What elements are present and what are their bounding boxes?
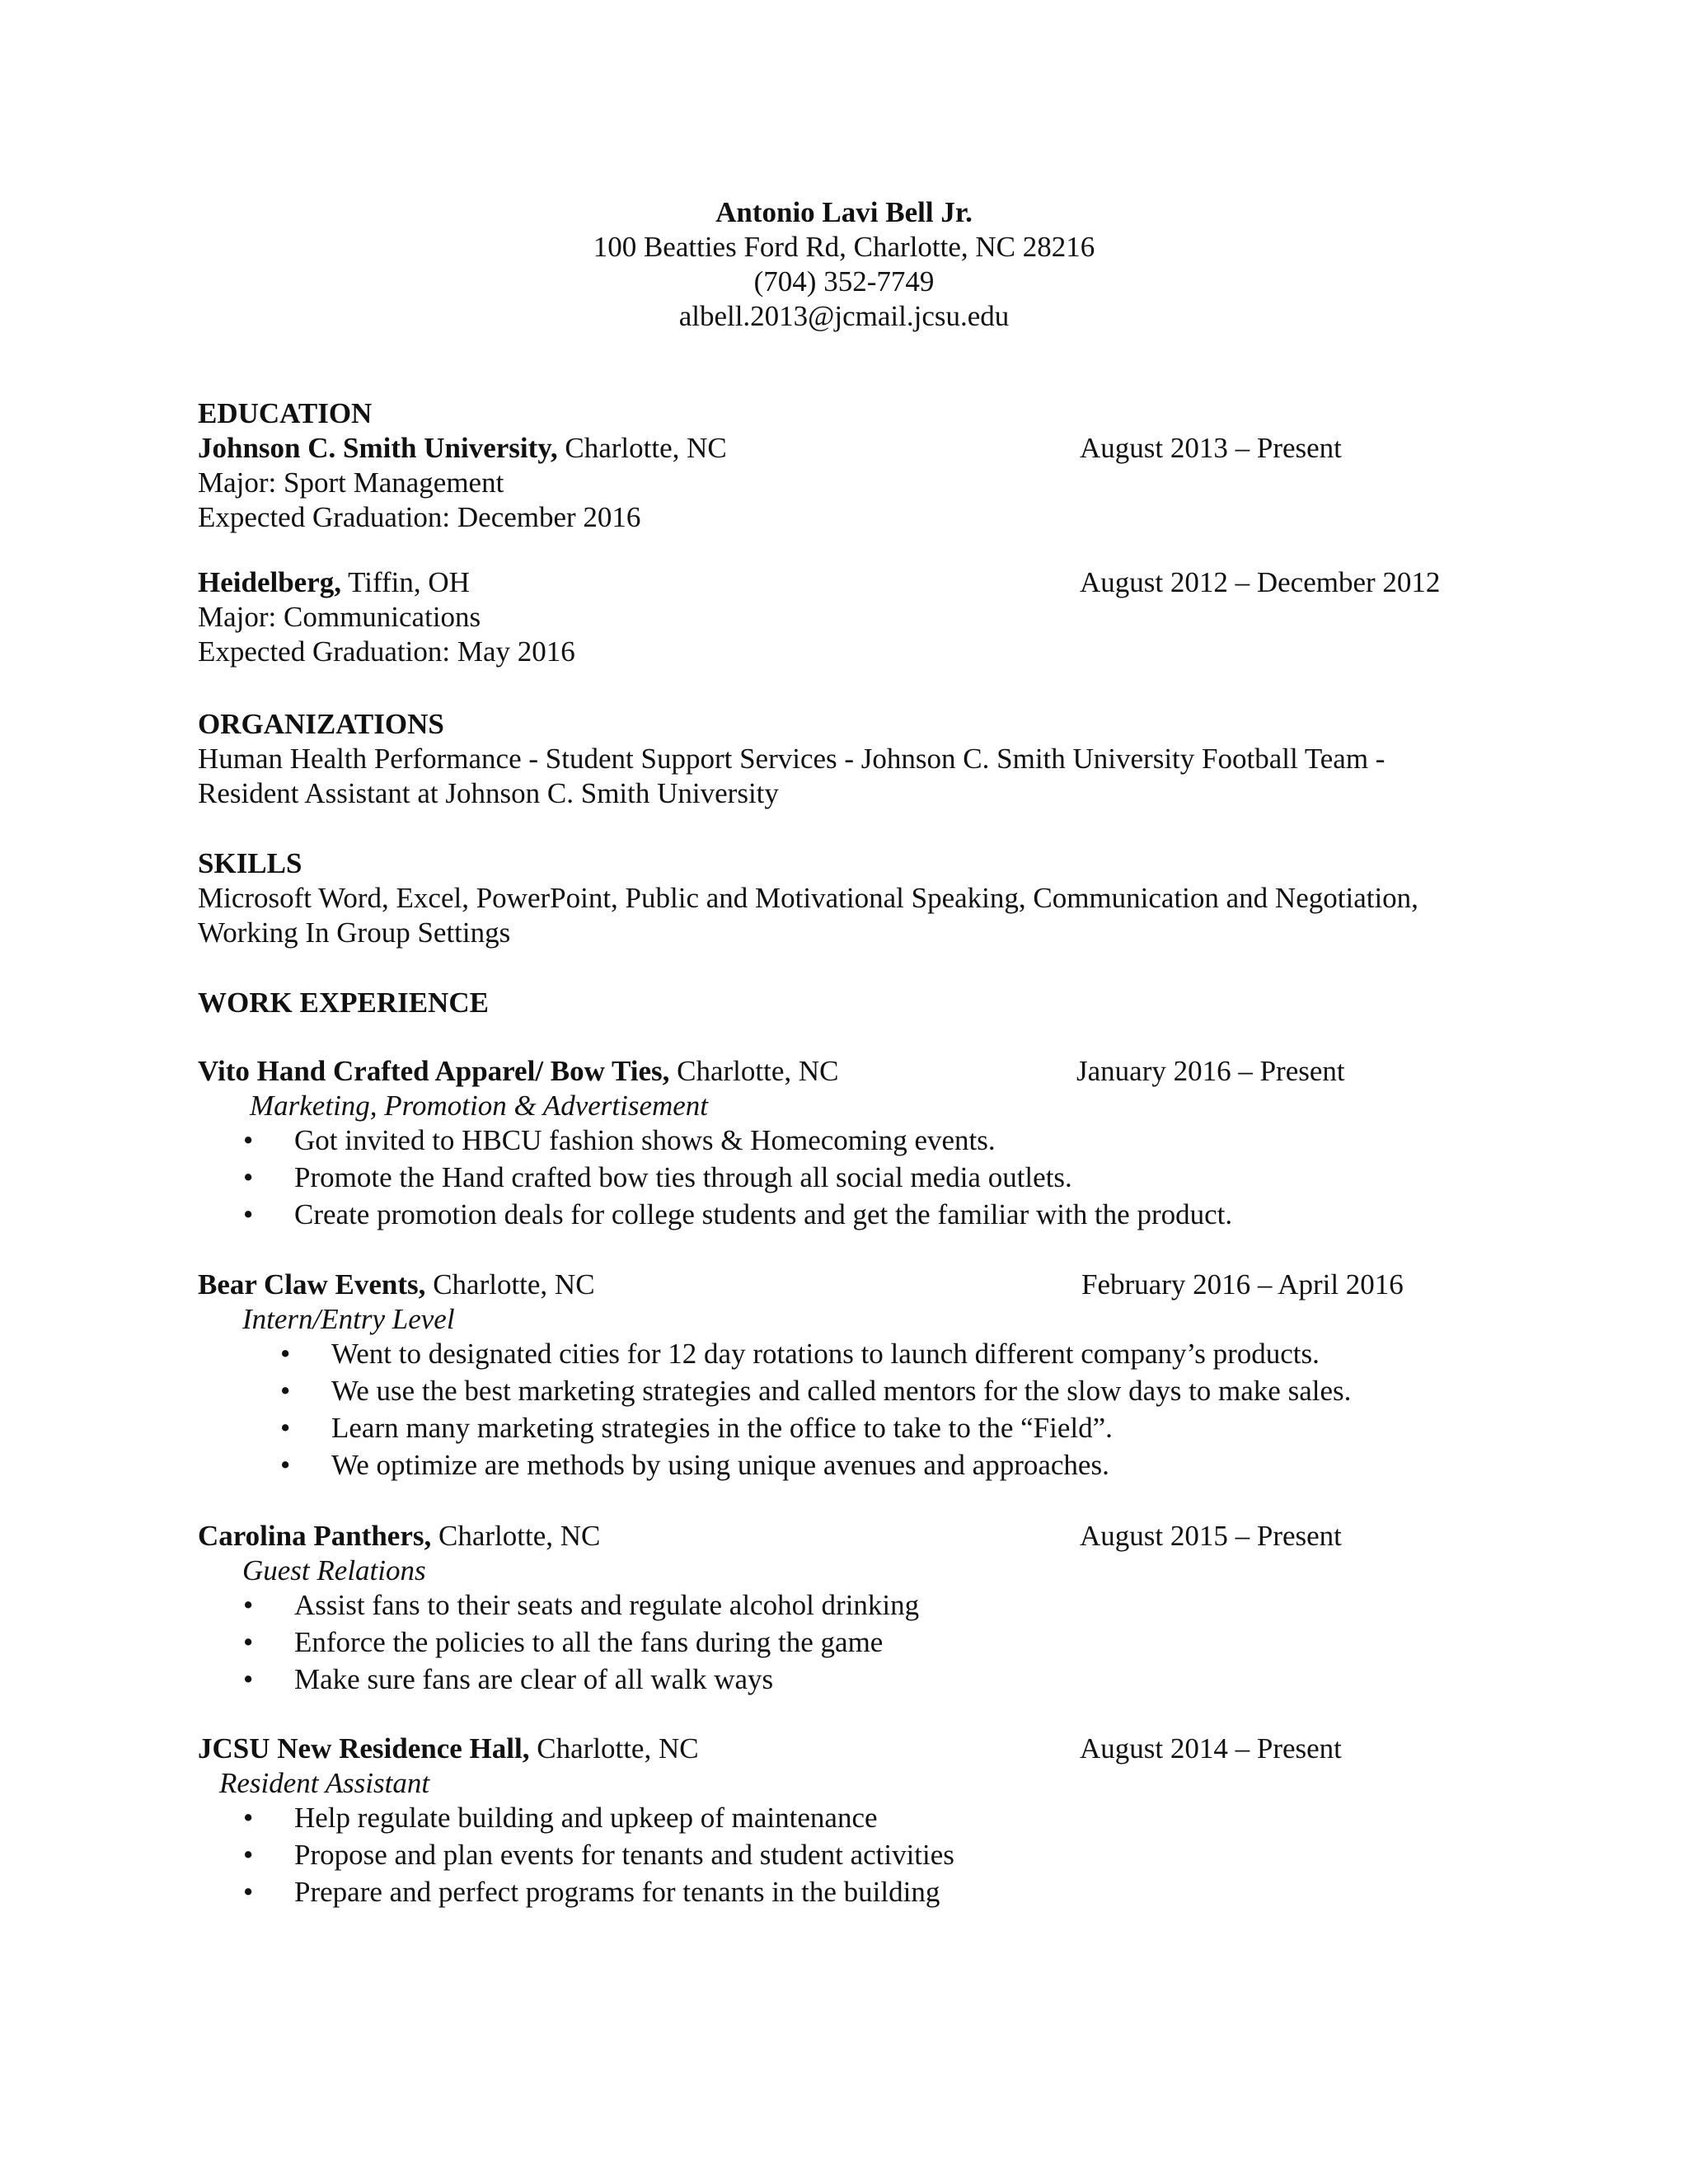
skills-line-1: Microsoft Word, Excel, PowerPoint, Public and Motivational Speaking, Communication and Negotiation, xyxy=(198,882,1418,914)
job-bullets xyxy=(198,1337,1484,1485)
address: 100 Beatties Ford Rd, Charlotte, NC 28216 xyxy=(593,231,1095,263)
job-header xyxy=(198,1519,1484,1554)
school-major: Major: Communications xyxy=(198,601,481,633)
job-bullets xyxy=(198,1588,1484,1699)
skills-line-2: Working In Group Settings xyxy=(198,916,511,949)
school-entry xyxy=(198,431,1484,466)
job-dates: August 2014 – Present xyxy=(1080,1732,1342,1765)
bullet-text: Got invited to HBCU fashion shows & Homecoming events. xyxy=(294,1124,996,1156)
school-graduation: Expected Graduation: May 2016 xyxy=(198,635,575,668)
job-header xyxy=(198,1732,1484,1766)
list-item xyxy=(198,1197,1484,1235)
bullet-icon: • xyxy=(243,1626,254,1658)
job-entry xyxy=(198,1732,1484,1912)
school-graduation: Expected Graduation: December 2016 xyxy=(198,501,641,533)
company-name: Bear Claw Events, xyxy=(198,1268,426,1301)
bullet-text: Enforce the policies to all the fans during the game xyxy=(294,1626,884,1658)
bullet-icon: • xyxy=(280,1338,291,1370)
job-role: Guest Relations xyxy=(242,1554,426,1586)
job-dates: August 2015 – Present xyxy=(1080,1520,1342,1552)
organizations-heading: ORGANIZATIONS xyxy=(198,708,444,740)
list-item xyxy=(198,1625,1484,1662)
job-bullets xyxy=(198,1801,1484,1912)
school-dates: August 2013 – Present xyxy=(1080,432,1342,464)
bullet-text: Propose and plan events for tenants and student activities xyxy=(294,1839,954,1871)
job-entry xyxy=(198,1054,1484,1235)
education-section-2 xyxy=(198,565,1484,669)
list-item xyxy=(198,1838,1484,1875)
bullet-icon: • xyxy=(243,1198,254,1230)
bullet-icon: • xyxy=(280,1449,291,1481)
school-entry xyxy=(198,565,1484,600)
applicant-name: Antonio Lavi Bell Jr. xyxy=(715,196,973,228)
job-role: Resident Assistant xyxy=(219,1767,430,1799)
list-item xyxy=(198,1411,1484,1448)
skills-section xyxy=(198,846,1484,950)
company-location: Charlotte, NC xyxy=(425,1268,595,1301)
bullet-text: Make sure fans are clear of all walk ways xyxy=(294,1663,774,1695)
email-address: albell.2013@jcmail.jcsu.edu xyxy=(678,300,1010,332)
list-item xyxy=(198,1160,1484,1197)
bullet-text: We optimize are methods by using unique avenues and approaches. xyxy=(331,1449,1109,1481)
bullet-icon: • xyxy=(243,1839,254,1871)
list-item xyxy=(198,1801,1484,1838)
school-name: Johnson C. Smith University, xyxy=(198,432,558,464)
bullet-icon: • xyxy=(243,1124,254,1156)
bullet-text: Create promotion deals for college students and get the familiar with the product. xyxy=(294,1198,1233,1230)
skills-heading: SKILLS xyxy=(198,847,302,879)
school-location: Charlotte, NC xyxy=(557,432,727,464)
job-header xyxy=(198,1268,1484,1302)
bullet-text: Learn many marketing strategies in the office to take to the “Field”. xyxy=(331,1412,1113,1444)
bullet-icon: • xyxy=(280,1375,291,1407)
list-item xyxy=(198,1123,1484,1160)
list-item xyxy=(198,1374,1484,1411)
contact-header xyxy=(0,195,1688,334)
company-location: Charlotte, NC xyxy=(431,1520,601,1552)
organizations-line-1: Human Health Performance - Student Support Services - Johnson C. Smith University Football Team - xyxy=(198,743,1386,775)
bullet-icon: • xyxy=(243,1663,254,1695)
organizations-section xyxy=(198,707,1484,811)
bullet-text: Prepare and perfect programs for tenants in the building xyxy=(294,1876,940,1908)
company-name: JCSU New Residence Hall, xyxy=(198,1732,530,1765)
list-item xyxy=(198,1875,1484,1912)
bullet-icon: • xyxy=(280,1412,291,1444)
phone-number: (704) 352-7749 xyxy=(753,265,935,298)
job-role: Marketing, Promotion & Advertisement xyxy=(250,1090,709,1122)
company-location: Charlotte, NC xyxy=(529,1732,699,1765)
job-header xyxy=(198,1054,1484,1089)
work-experience-heading: WORK EXPERIENCE xyxy=(198,987,489,1019)
work-experience-section xyxy=(198,986,1484,1020)
organizations-line-2: Resident Assistant at Johnson C. Smith University xyxy=(198,777,779,809)
company-name: Vito Hand Crafted Apparel/ Bow Ties, xyxy=(198,1055,670,1087)
job-entry xyxy=(198,1268,1484,1485)
job-role: Intern/Entry Level xyxy=(242,1303,455,1335)
company-location: Charlotte, NC xyxy=(669,1055,839,1087)
list-item xyxy=(198,1588,1484,1625)
school-dates: August 2012 – December 2012 xyxy=(1080,566,1441,598)
bullet-text: Went to designated cities for 12 day rotations to launch different company’s products. xyxy=(331,1338,1320,1370)
job-dates: February 2016 – April 2016 xyxy=(1081,1268,1404,1301)
education-section xyxy=(198,396,1484,535)
job-dates: January 2016 – Present xyxy=(1076,1055,1345,1087)
bullet-text: Assist fans to their seats and regulate alcohol drinking xyxy=(294,1589,920,1621)
bullet-text: Promote the Hand crafted bow ties through all social media outlets. xyxy=(294,1161,1072,1193)
education-heading: EDUCATION xyxy=(198,397,373,429)
list-item xyxy=(198,1337,1484,1374)
bullet-icon: • xyxy=(243,1589,254,1621)
job-entry xyxy=(198,1519,1484,1699)
list-item xyxy=(198,1662,1484,1699)
bullet-icon: • xyxy=(243,1876,254,1908)
school-name: Heidelberg, xyxy=(198,566,341,598)
bullet-icon: • xyxy=(243,1802,254,1834)
bullet-icon: • xyxy=(243,1161,254,1193)
list-item xyxy=(198,1448,1484,1485)
bullet-text: Help regulate building and upkeep of maintenance xyxy=(294,1802,878,1834)
school-location: Tiffin, OH xyxy=(341,566,470,598)
job-bullets xyxy=(198,1123,1484,1235)
bullet-text: We use the best marketing strategies and called mentors for the slow days to make sales. xyxy=(331,1375,1352,1407)
company-name: Carolina Panthers, xyxy=(198,1520,432,1552)
school-major: Major: Sport Management xyxy=(198,466,504,499)
